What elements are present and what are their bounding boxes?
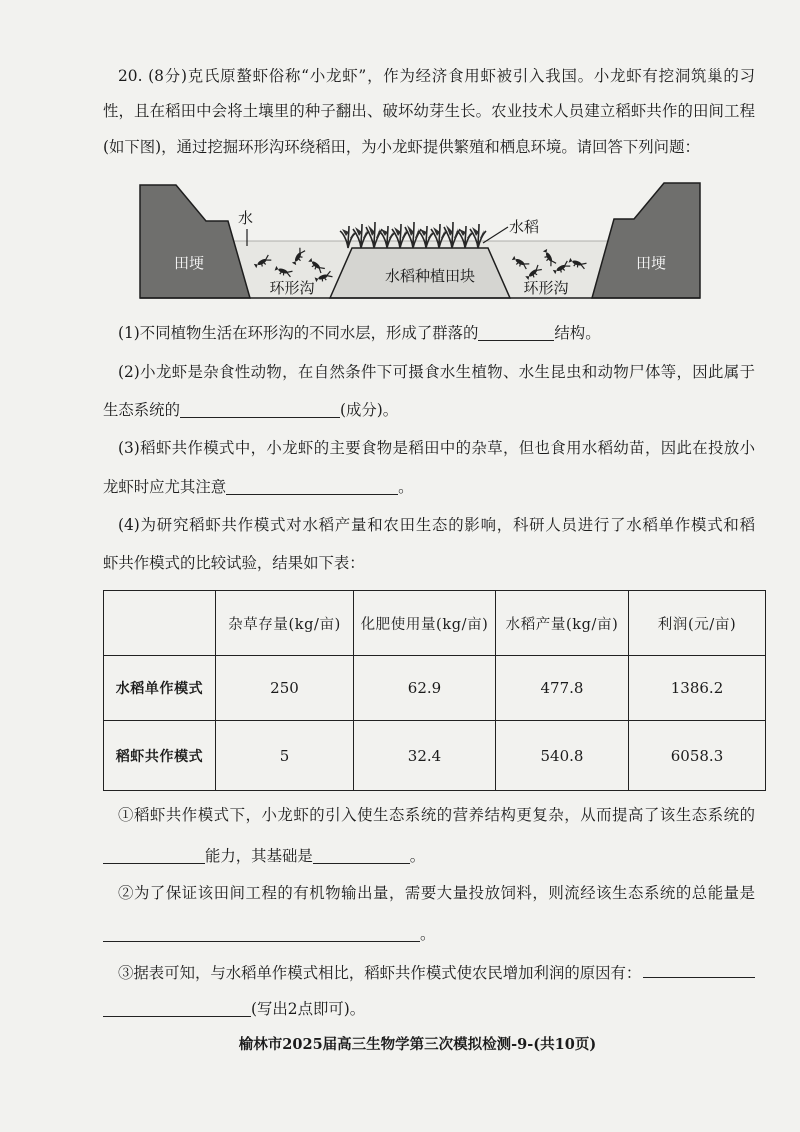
- label-ditch-left: 环形沟: [269, 279, 315, 297]
- label-bank-left: 田埂: [173, 254, 205, 272]
- question-1: [118, 322, 755, 344]
- sub-question-3-text: ③据表可知，与水稻单作模式相比，稻虾共作模式使农民增加利润的原因有：: [118, 964, 642, 982]
- label-ditch-right: 环形沟: [523, 279, 569, 297]
- answer-blank: [103, 925, 420, 942]
- question-3-line-1: (3)稻虾共作模式中，小龙虾的主要食物是稻田中的杂草，但也食用水稻幼苗，因此在投放小: [118, 439, 755, 457]
- results-table: [103, 590, 766, 791]
- table-cell: 477.8: [496, 656, 629, 721]
- table-header-cell: 利润(元/亩): [629, 591, 766, 656]
- question-intro-line-2: 性，且在稻田中会将土壤里的种子翻出、破坏幼芽生长。农业技术人员建立稻虾共作的田间工程: [103, 102, 755, 120]
- label-bank-right: 田埂: [635, 254, 667, 272]
- table-header-cell: 化肥使用量(kg/亩): [354, 591, 496, 656]
- table-header-cell: 杂草存量(kg/亩): [216, 591, 354, 656]
- sub-question-1-line-2: [103, 845, 755, 867]
- sub-question-3-end: (写出2点即可)。: [251, 1000, 366, 1018]
- page-footer: 榆林市2025届高三生物学第三次模拟检测-9-(共10页): [238, 1036, 597, 1053]
- answer-blank: [103, 847, 205, 864]
- sub-question-3-line-2: [103, 998, 755, 1020]
- question-2-line-2: [103, 399, 755, 421]
- question-intro-line-3: (如下图)，通过挖掘环形沟环绕稻田，为小龙虾提供繁殖和栖息环境。请回答下列问题：: [103, 138, 700, 156]
- answer-blank: [226, 478, 398, 495]
- sub-question-1-end: 。: [409, 847, 426, 865]
- label-water: 水: [238, 209, 254, 227]
- question-1-after: 结构。: [554, 324, 601, 342]
- paddy-field-diagram: [0, 175, 800, 310]
- table-cell: 6058.3: [629, 721, 766, 791]
- sub-question-2-line-1: ②为了保证该田间工程的有机物输出量，需要大量投放饲料，则流经该生态系统的总能量是: [118, 884, 755, 902]
- table-header-cell: 水稻产量(kg/亩): [496, 591, 629, 656]
- sub-question-1-mid: 能力，其基础是: [205, 847, 313, 865]
- question-2-line-1: (2)小龙虾是杂食性动物，在自然条件下可摄食水生植物、水生昆虫和动物尸体等，因此属于: [118, 363, 755, 381]
- rice-plants: [340, 222, 486, 248]
- answer-blank: [313, 847, 410, 864]
- answer-blank: [643, 961, 755, 978]
- answer-blank: [180, 401, 340, 418]
- answer-blank: [103, 1000, 251, 1017]
- table-cell: 62.9: [354, 656, 496, 721]
- question-3-before: 龙虾时应尤其注意: [103, 478, 227, 496]
- answer-blank: [478, 324, 554, 341]
- question-3-line-2: [103, 476, 755, 498]
- label-rice: 水稻: [509, 218, 540, 236]
- table-cell: 5: [216, 721, 354, 791]
- question-2-before: 生态系统的: [103, 401, 180, 419]
- table-header-row: [104, 591, 766, 656]
- table-header-cell: [104, 591, 216, 656]
- table-cell: 540.8: [496, 721, 629, 791]
- right-bank: [592, 183, 700, 298]
- table-cell: 250: [216, 656, 354, 721]
- label-field: 水稻种植田块: [384, 267, 476, 285]
- question-3-after: 。: [398, 478, 414, 496]
- table-row: [104, 721, 766, 791]
- table-cell: 32.4: [354, 721, 496, 791]
- sub-question-2-end: 。: [420, 925, 436, 943]
- question-2-after: (成分)。: [339, 401, 399, 419]
- question-4-line-1: (4)为研究稻虾共作模式对水稻产量和农田生态的影响，科研人员进行了水稻单作模式和稻: [118, 516, 755, 534]
- sub-question-2-line-2: [103, 923, 755, 945]
- table-row: [104, 656, 766, 721]
- sub-question-3-line-1: [118, 961, 755, 983]
- sub-question-1-line-1: ①稻虾共作模式下，小龙虾的引入使生态系统的营养结构更复杂，从而提高了该生态系统的: [118, 806, 755, 824]
- question-1-text: (1)不同植物生活在环形沟的不同水层，形成了群落的: [118, 324, 479, 342]
- question-intro-line-1: 20. (8分)克氏原螯虾俗称“小龙虾”，作为经济食用虾被引入我国。小龙虾有挖洞筑巢的习: [118, 67, 755, 85]
- left-bank: [140, 185, 250, 298]
- table-cell: 1386.2: [629, 656, 766, 721]
- table-row-label: 水稻单作模式: [104, 656, 216, 721]
- question-4-line-2: 虾共作模式的比较试验，结果如下表：: [103, 554, 365, 572]
- table-row-label: 稻虾共作模式: [104, 721, 216, 791]
